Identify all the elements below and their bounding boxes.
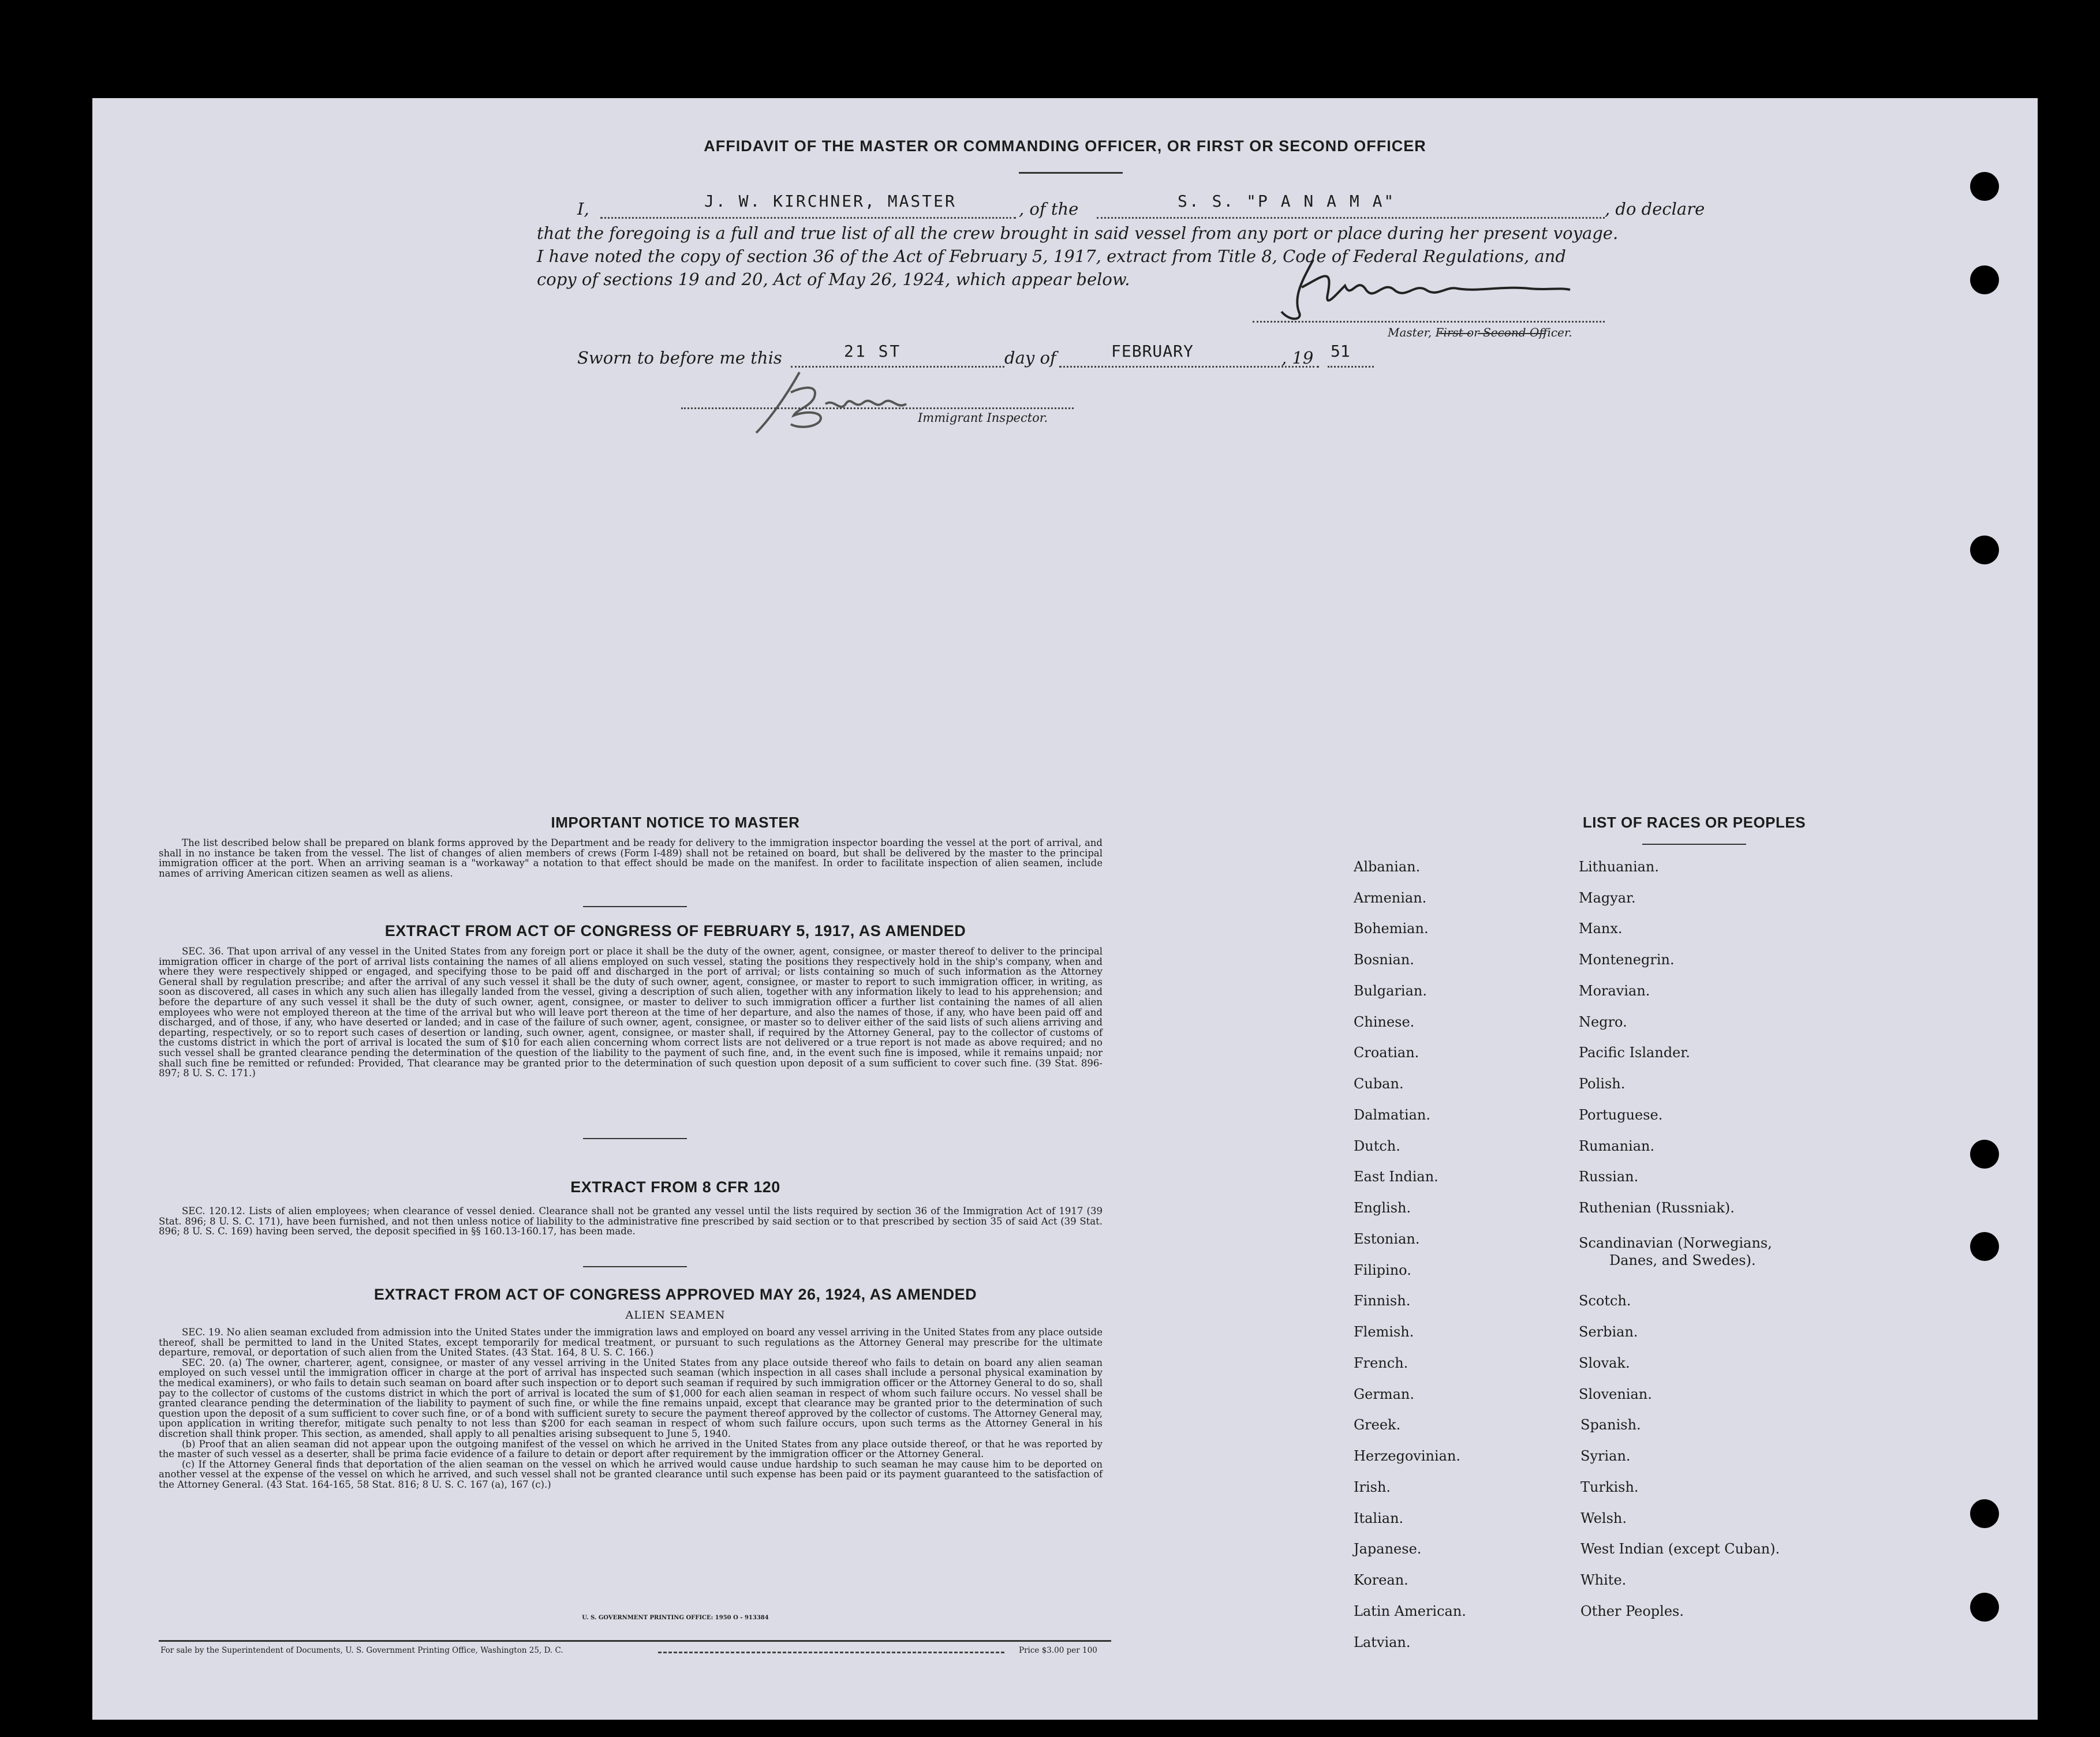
race-item: Polish. xyxy=(1579,1076,1626,1092)
extract-cfr-body: SEC. 120.12. Lists of alien employees; when clearance of vessel denied. Clearance shall not be granted any vessel until the lists required by section 36 of the Immigration Act of 1917 (39 Stat. 896; 8 U. S. C. 171), have been furnished, and not then unless notice of liability to the administrative fine prescribed by said section or to that prescribed by section 35 of said Act (39 Stat. 896; 8 U. S. C. 169) having been served, the deposit specified in §§ 160.13-160.17, has been made. xyxy=(159,1206,1103,1237)
race-item: Armenian. xyxy=(1354,890,1427,906)
race-item: White. xyxy=(1580,1572,1627,1588)
race-item: Pacific Islander. xyxy=(1579,1045,1690,1061)
race-item: Lithuanian. xyxy=(1579,859,1660,875)
notice-title: IMPORTANT NOTICE TO MASTER xyxy=(551,814,800,831)
race-item: Herzegovinian. xyxy=(1354,1448,1461,1464)
sec-19: SEC. 19. No alien seaman excluded from admission into the United States under the immigration laws and employed on board any vessel arriving in the United States from any place outside thereof, shall be permitted to land in the United States, except temporarily for medical treatment, or pursuant to such regulations as the Attorney General may prescribe for the ultimate departure, removal, or deportation of such alien from the United States. (43 Stat. 164, 8 U. S. C. 166.) xyxy=(159,1327,1103,1358)
race-item: Irish. xyxy=(1354,1479,1391,1495)
punch-hole xyxy=(1970,265,1999,294)
punch-hole xyxy=(1970,172,1999,201)
race-item: German. xyxy=(1354,1386,1414,1402)
race-item: Manx. xyxy=(1579,920,1623,937)
race-item: Danes, and Swedes). xyxy=(1609,1252,1756,1268)
race-item: Albanian. xyxy=(1354,859,1421,875)
race-item: Syrian. xyxy=(1580,1448,1631,1464)
form-page xyxy=(92,98,2038,1720)
race-item: Turkish. xyxy=(1580,1479,1639,1495)
extract-1917-title: EXTRACT FROM ACT OF CONGRESS OF FEBRUARY 5, 1917, AS AMENDED xyxy=(384,922,966,939)
race-item: Cuban. xyxy=(1354,1076,1404,1092)
race-item: Estonian. xyxy=(1354,1231,1420,1247)
race-item: Ruthenian (Russniak). xyxy=(1579,1200,1735,1216)
race-item: Slovak. xyxy=(1579,1355,1630,1371)
race-item: Magyar. xyxy=(1579,890,1636,906)
race-item: Other Peoples. xyxy=(1580,1603,1684,1619)
race-item: Bohemian. xyxy=(1354,920,1429,937)
race-item: Bulgarian. xyxy=(1354,983,1427,999)
declaration-line-4: copy of sections 19 and 20, Act of May 26, 1924, which appear below. xyxy=(537,269,1130,289)
printing-office-line: U. S. GOVERNMENT PRINTING OFFICE: 1950 O - 913384 xyxy=(582,1615,769,1621)
punch-hole xyxy=(1970,1499,1999,1528)
race-item: Finnish. xyxy=(1354,1293,1411,1309)
race-item: Scandinavian (Norwegians, xyxy=(1579,1235,1772,1251)
affidavit-title: AFFIDAVIT OF THE MASTER OR COMMANDING OFFICER, OR FIRST OR SECOND OFFICER xyxy=(704,137,1426,155)
race-item: French. xyxy=(1354,1355,1408,1371)
race-item: Croatian. xyxy=(1354,1045,1419,1061)
extract-cfr-title: EXTRACT FROM 8 CFR 120 xyxy=(570,1178,780,1196)
race-item: Japanese. xyxy=(1354,1541,1422,1557)
race-item: Moravian. xyxy=(1579,983,1650,999)
punch-hole xyxy=(1970,1140,1999,1169)
of-the-label: , of the xyxy=(1019,199,1079,219)
day-value: 21 ST xyxy=(844,342,902,361)
title-rule xyxy=(1019,172,1123,174)
master-signature xyxy=(1258,254,1582,329)
race-item: English. xyxy=(1354,1200,1411,1216)
extract-1917-body: SEC. 36. That upon arrival of any vessel in the United States from any foreign port or place it shall be the duty of the owner, agent, consignee, or master thereof to deliver to the principal immigration officer in charge of the port of arrival lists containing the names of all aliens employed on such vessel, stating the positions they respectively hold in the ship's company, when and where they were respectively shipped or engaged, and specifying those to be paid off and discharged in the port of arrival; or lists containing so much of such information as the Attorney General shall by regulation prescribe; and after the arrival of any such vessel it shall be the duty of such owner, agent, consignee, or master to report to such immigration officer, in writing, as soon as discovered, all cases in which any such alien has illegally landed from the vessel, giving a description of such alien, together with any information likely to lead to his apprehension; and before the departure of any such vessel it shall be the duty of such owner, agent, consignee, or master to deliver to such immigration officer a further list containing the names of all alien employees who were not employed thereon at the time of the arrival but who will leave port thereon at the time of her departure, and also the names of those, if any, who have been paid off and discharged, and of those, if any, who have deserted or landed; and in case of the failure of such owner, agent, consignee, or master so to deliver either of the said lists of such aliens arriving and departing, respectively, or so to report such cases of desertion or landing, such owner, agent, consignee, or master shall, if required by the Attorney General, pay to the collector of customs of the customs district in which the port of arrival is located the sum of $10 for each alien concerning whom correct lists are not delivered or a true report is not made as above required; and no such vessel shall be granted clearance pending the determination of the question of the liability to the payment of such fine, and, in the event such fine is imposed, while it remains unpaid; nor shall such fine be remitted or refunded: Provided, That clearance may be granted prior to the determination of such question upon deposit of a sum sufficient to cover such fine. (39 Stat. 896-897; 8 U. S. C. 171.) xyxy=(159,946,1103,1079)
race-item: Italian. xyxy=(1354,1510,1404,1526)
race-item: West Indian (except Cuban). xyxy=(1580,1541,1780,1557)
race-item: Scotch. xyxy=(1579,1293,1631,1309)
vessel-name-value: S. S. "P A N A M A" xyxy=(1178,192,1396,211)
declaration-line-3: I have noted the copy of section 36 of the Act of February 5, 1917, extract from Title 8, Code of Federal Regulations, and xyxy=(537,246,1566,266)
race-item: Dalmatian. xyxy=(1354,1107,1431,1123)
race-item: Dutch. xyxy=(1354,1138,1400,1154)
inspector-signature xyxy=(745,364,952,439)
race-item: Negro. xyxy=(1579,1014,1627,1030)
race-item: Rumanian. xyxy=(1579,1138,1655,1154)
master-name-value: J. W. KIRCHNER, MASTER xyxy=(704,192,956,211)
race-item: Welsh. xyxy=(1580,1510,1627,1526)
punch-hole xyxy=(1970,1232,1999,1261)
declaration-line-2: that the foregoing is a full and true list of all the crew brought in said vessel from any port or place during her present voyage. xyxy=(537,223,1619,243)
race-item: East Indian. xyxy=(1354,1169,1438,1185)
alien-seamen-subtitle: ALIEN SEAMEN xyxy=(625,1309,726,1322)
sec-20a: SEC. 20. (a) The owner, charterer, agent, consignee, or master of any vessel arriving in the United States from any place outside thereof who fails to detain on board any alien seaman employed on such vessel until the immigration officer in charge at the port of arrival has inspected such seaman (which inspection in all cases shall include a personal physical examination by the medical examiners), or who fails to detain such seaman on board after such inspection or to deport such seaman if required by such immigration officer or the Attorney General to do so, shall pay to the collector of customs of the customs district in which the port of arrival is located the sum of $1,000 for each alien seaman in respect of whom such failure occurs. No vessel shall be granted clearance pending the determination of the liability to payment of such fine, or while the fine remains unpaid, except that clearance may be granted prior to the determination of such question upon the deposit of a sum sufficient to cover such fine, or of a bond with sufficient surety to secure the payment thereof approved by the collector of customs. The Attorney General may, upon application in writing therefor, mitigate such penalty to not less than $200 for each seaman in respect of whom such failure occurs, upon such terms as the Attorney General in his discretion shall think proper. This section, as amended, shall apply to all penalties arising subsequent to June 5, 1940. xyxy=(159,1357,1103,1439)
race-item: Slovenian. xyxy=(1579,1386,1652,1402)
i-label: I, xyxy=(577,199,589,219)
race-item: Korean. xyxy=(1354,1572,1408,1588)
footer-price: Price $3.00 per 100 xyxy=(1019,1646,1097,1655)
punch-hole xyxy=(1970,536,1999,564)
race-item: Russian. xyxy=(1579,1169,1639,1185)
sec-20c: (c) If the Attorney General finds that deportation of the alien seaman on the vessel on which he arrived would cause undue hardship to such seaman he may cause him to be deported on another vessel at the expense of the vessel on which he arrived, and such vessel shall not be granted clearance until such expense has been paid or its payment guaranteed to the satisfaction of the Attorney General. (43 Stat. 164-165, 58 Stat. 816; 8 U. S. C. 167 (a), 167 (c).) xyxy=(159,1458,1103,1490)
race-item: Spanish. xyxy=(1580,1417,1641,1433)
sworn-label: Sworn to before me this xyxy=(577,348,782,368)
do-declare-label: , do declare xyxy=(1605,199,1705,219)
race-item: Flemish. xyxy=(1354,1324,1414,1340)
race-item: Greek. xyxy=(1354,1417,1401,1433)
race-item: Latvian. xyxy=(1354,1634,1411,1650)
race-item: Latin American. xyxy=(1354,1603,1466,1619)
extract-1924-title: EXTRACT FROM ACT OF CONGRESS APPROVED MAY 26, 1924, AS AMENDED xyxy=(373,1286,977,1303)
race-item: Serbian. xyxy=(1579,1324,1638,1340)
month-value: FEBRUARY xyxy=(1111,342,1194,361)
year-value: 51 xyxy=(1331,342,1350,361)
races-title: LIST OF RACES OR PEOPLES xyxy=(1582,814,1806,831)
race-item: Filipino. xyxy=(1354,1262,1411,1278)
punch-hole xyxy=(1970,1593,1999,1622)
race-item: Chinese. xyxy=(1354,1014,1415,1030)
inspector-caption: Immigrant Inspector. xyxy=(918,411,1048,425)
day-of-label: day of xyxy=(1004,348,1056,368)
race-item: Portuguese. xyxy=(1579,1107,1663,1123)
notice-body: The list described below shall be prepared on blank forms approved by the Department and be ready for delivery to the immigration inspector boarding the vessel at the port of arrival, and shall in no instance be taken from the vessel. The list of changes of alien members of crews (Form I-489) shall not be retained on board, but shall be delivered by the master to the principal immigration officer at the port. When an arriving seaman is a "workaway" a notation to that effect should be made on the manifest. In order to facilitate inspection of alien seamen, include names of arriving American citizen seamen as well as aliens. xyxy=(159,837,1103,879)
race-item: Montenegrin. xyxy=(1579,952,1675,968)
signer-caption: Master, First or Second Officer. xyxy=(1388,325,1572,339)
sec-20b: (b) Proof that an alien seaman did not appear upon the outgoing manifest of the vessel on which he arrived in the United States from any place outside thereof, or that he was reported by the master of such vessel as a deserter, shall be prima facie evidence of a failure to detain or deport after requirement by the immigration officer or the Attorney General. xyxy=(159,1438,1103,1460)
year-prefix: , 19 xyxy=(1281,348,1314,368)
race-item: Bosnian. xyxy=(1354,952,1414,968)
footer-sale: For sale by the Superintendent of Documents, U. S. Government Printing Office, Washington 25, D. C. xyxy=(160,1646,563,1655)
extract-1924-body xyxy=(159,1327,1103,1490)
